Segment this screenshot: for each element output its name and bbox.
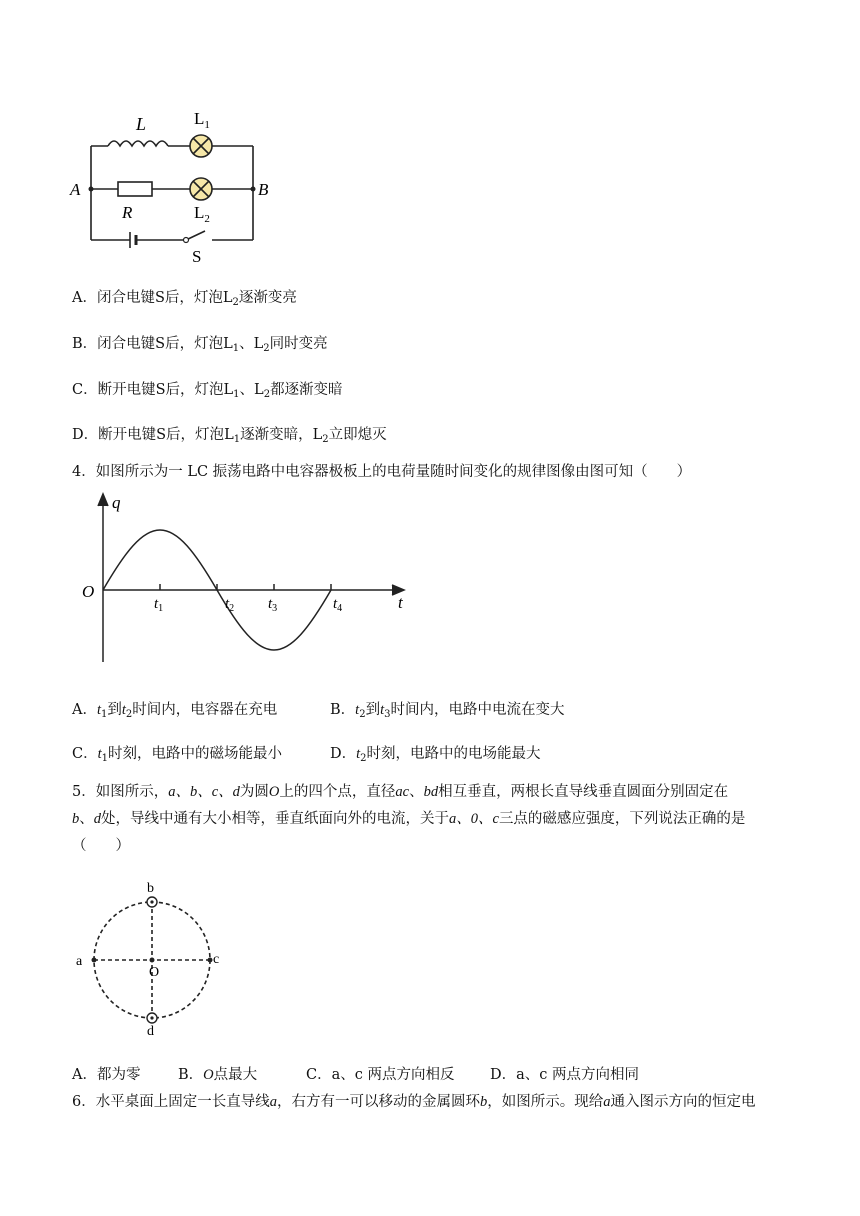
q4-stem: 4．如图所示为一 LC 振荡电路中电容器极板上的电荷量随时间变化的规律图像由图可知（ ） [72, 464, 692, 480]
tick-t1: $t_1$ [154, 596, 164, 614]
q5-stem-line2: b、d处，导线中通有大小相等，垂直纸面向外的电流，关于a、0、c三点的磁感应强度，下列说法正确的是 [72, 811, 746, 827]
q3-option-d: D．断开电键S后，灯泡$L_1$逐渐变暗，$L_2$立即熄灭 [72, 427, 387, 445]
point-b: b [147, 881, 154, 896]
label-S: S [192, 247, 202, 266]
point-a: a [76, 954, 83, 969]
tick-t3: $t_3$ [268, 596, 278, 614]
q4-option-d: D．$t_2$时刻，电路中的电场能最大 [330, 746, 541, 764]
label-A: A [70, 180, 81, 199]
tick-t2: $t_2$ [225, 596, 235, 614]
q5-option-c: C．a、c 两点方向相反 [306, 1067, 455, 1083]
graph-x-label: t [398, 593, 403, 612]
circle-figure [72, 878, 232, 1038]
q5-option-a: A．都为零 [72, 1067, 141, 1083]
q5-option-d: D．a、c 两点方向相同 [490, 1067, 639, 1083]
point-d: d [147, 1024, 154, 1038]
lamp-L1 [190, 135, 212, 157]
q3-option-c: C．断开电键S后，灯泡$L_1$、$L_2$都逐渐变暗 [72, 382, 343, 400]
q3-option-a: A．闭合电键S后，灯泡$L_2$逐渐变亮 [72, 290, 297, 308]
q5-stem-line3: （ ） [72, 838, 130, 854]
label-L2: $L_2$ [194, 203, 210, 225]
point-O: O [149, 965, 160, 980]
q4-option-c: C．$t_1$时刻，电路中的磁场能最小 [72, 746, 283, 764]
label-L: L [136, 114, 147, 134]
q4-option-b: B．$t_2$到$t_3$时间内，电路中电流在变大 [330, 702, 565, 720]
tick-t4: $t_4$ [333, 596, 343, 614]
q4-option-a: A．$t_1$到$t_2$时间内，电容器在充电 [72, 702, 278, 720]
graph-y-label: q [112, 493, 121, 512]
q6-stem: 6．水平桌面上固定一长直导线a，右方有一可以移动的金属圆环b，如图所示。现给a通入图示方向的恒定电 [72, 1094, 756, 1110]
graph-origin: O [82, 582, 95, 601]
label-L1: $L_1$ [194, 109, 210, 131]
q3-option-b: B．闭合电键S后，灯泡$L_1$、$L_2$同时变亮 [72, 336, 328, 354]
q-t-graph [80, 490, 420, 670]
label-B: B [258, 180, 269, 199]
point-c: c [213, 952, 220, 967]
label-R: R [122, 203, 133, 222]
q5-option-b: B．O点最大 [178, 1067, 258, 1083]
circuit-diagram [60, 100, 290, 270]
lamp-L2 [190, 178, 212, 200]
q5-stem-line1: 5．如图所示，a、b、c、d为圆O上的四个点，直径ac、bd相互垂直，两根长直导线垂直圆面分别固定在 [72, 784, 729, 800]
